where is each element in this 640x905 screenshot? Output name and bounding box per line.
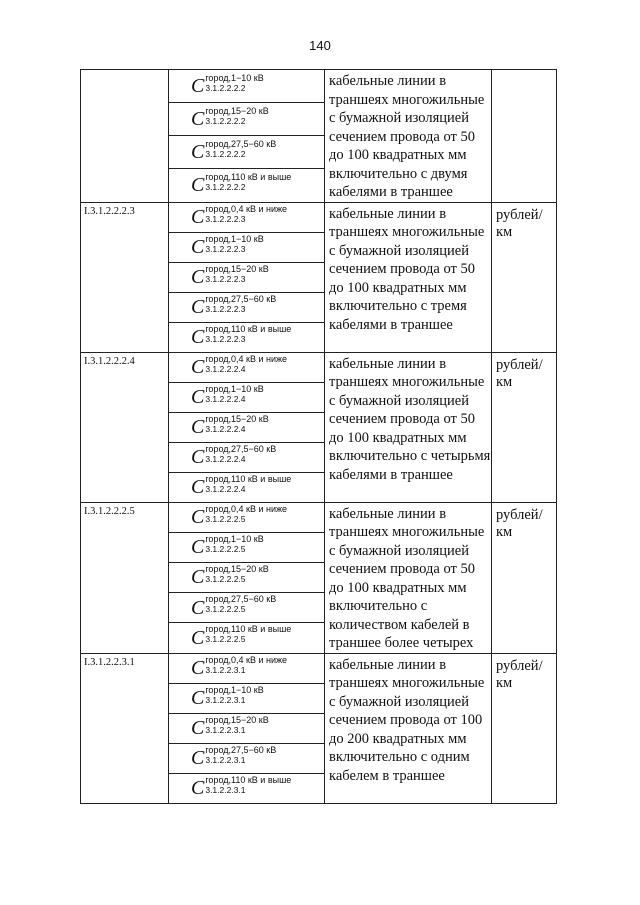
symbol-letter-c: C <box>191 326 205 348</box>
symbol-subscript: 3.1.2.2.3.1 <box>205 754 246 765</box>
symbol-subscript: 3.1.2.2.2.5 <box>205 604 246 615</box>
row-code: I.3.1.2.2.2.4 <box>81 352 169 502</box>
symbol-superscript: город,15−20 кВ <box>205 413 269 424</box>
symbol-superscript: город,0,4 кВ и ниже <box>205 503 288 514</box>
symbol-superscript: город,1−10 кВ <box>205 383 264 394</box>
tariff-table <box>80 69 557 804</box>
symbol-cell <box>169 593 325 623</box>
symbol-scripts <box>205 533 264 554</box>
symbol-subscript: 3.1.2.2.2.4 <box>205 483 246 494</box>
row-unit: рублей/км <box>492 502 557 653</box>
symbol-scripts <box>205 413 269 434</box>
symbol-superscript: город,27,5−60 кВ <box>205 293 277 304</box>
symbol-cell <box>169 292 325 322</box>
symbol-scripts <box>205 171 292 192</box>
symbol-letter-c: C <box>191 108 205 131</box>
symbol-superscript: город,27,5−60 кВ <box>205 138 277 149</box>
symbol-cell <box>169 202 325 232</box>
symbol-superscript: город,27,5−60 кВ <box>205 594 277 605</box>
symbol-formula <box>169 774 324 799</box>
row-description: кабельные линии в траншеях многожильные с бумажной изоляцией сечением провода от 50 до 100 квадратных мм включительно с количеством кабелей в траншее более четырех <box>325 502 492 653</box>
symbol-subscript: 3.1.2.2.2.5 <box>205 634 246 645</box>
symbol-cell <box>169 532 325 562</box>
symbol-superscript: город,15−20 кВ <box>205 563 269 574</box>
symbol-letter-c: C <box>191 506 205 529</box>
symbol-formula <box>169 684 324 709</box>
symbol-cell <box>169 683 325 713</box>
symbol-cell <box>169 232 325 262</box>
table-row <box>81 352 557 382</box>
symbol-superscript: город,110 кВ и выше <box>205 774 292 785</box>
symbol-subscript: 3.1.2.2.2.3 <box>205 273 246 284</box>
symbol-subscript: 3.1.2.2.3.1 <box>205 694 246 705</box>
symbol-formula <box>169 473 324 498</box>
symbol-formula <box>169 263 324 288</box>
symbol-subscript: 3.1.2.2.3.1 <box>205 724 246 735</box>
symbol-letter-c: C <box>191 296 205 318</box>
symbol-formula <box>169 203 324 228</box>
symbol-scripts <box>205 293 277 314</box>
table-row <box>81 653 557 683</box>
symbol-formula <box>169 624 324 649</box>
symbol-subscript: 3.1.2.2.2.4 <box>205 453 246 464</box>
symbol-subscript: 3.1.2.2.2.3 <box>205 213 246 224</box>
symbol-letter-c: C <box>191 174 205 197</box>
symbol-superscript: город,110 кВ и выше <box>205 624 292 635</box>
symbol-cell <box>169 502 325 532</box>
symbol-cell <box>169 169 325 202</box>
symbol-subscript: 3.1.2.2.2.2 <box>205 181 246 192</box>
symbol-scripts <box>205 203 288 224</box>
symbol-letter-c: C <box>191 626 205 649</box>
symbol-cell <box>169 713 325 743</box>
symbol-formula <box>169 503 324 529</box>
symbol-formula <box>169 744 324 769</box>
symbol-scripts <box>205 105 269 126</box>
row-code: I.3.1.2.2.2.5 <box>81 502 169 653</box>
symbol-superscript: город,15−20 кВ <box>205 714 269 725</box>
row-unit: рублей/км <box>492 653 557 803</box>
symbol-letter-c: C <box>191 356 205 378</box>
symbol-superscript: город,27,5−60 кВ <box>205 443 277 454</box>
symbol-scripts <box>205 233 264 254</box>
row-unit: рублей/км <box>492 352 557 502</box>
symbol-subscript: 3.1.2.2.2.2 <box>205 82 246 93</box>
table-row <box>81 502 557 532</box>
symbol-formula <box>169 714 324 739</box>
symbol-cell <box>169 743 325 773</box>
row-code: I.3.1.2.2.3.1 <box>81 653 169 803</box>
row-description: кабельные линии в траншеях многожильные с бумажной изоляцией сечением провода от 50 до 100 квадратных мм включительно с тремя кабелями в траншее <box>325 202 492 352</box>
symbol-cell <box>169 442 325 472</box>
symbol-cell <box>169 262 325 292</box>
symbol-scripts <box>205 503 288 524</box>
table-row <box>81 70 557 103</box>
symbol-cell <box>169 136 325 169</box>
symbol-cell <box>169 773 325 803</box>
row-unit <box>492 70 557 203</box>
symbol-scripts <box>205 774 292 795</box>
row-description: кабельные линии в траншеях многожильные с бумажной изоляцией сечением провода от 100 до 200 квадратных мм включительно с одним кабелем в траншее <box>325 653 492 803</box>
symbol-letter-c: C <box>191 75 205 98</box>
symbol-scripts <box>205 563 269 584</box>
row-description: кабельные линии в траншеях многожильные с бумажной изоляцией сечением провода от 50 до 100 квадратных мм включительно с двумя кабелями в траншее <box>325 70 492 203</box>
symbol-cell <box>169 653 325 683</box>
symbol-cell <box>169 70 325 103</box>
symbol-superscript: город,1−10 кВ <box>205 233 264 244</box>
symbol-formula <box>169 323 324 348</box>
table-row <box>81 202 557 232</box>
symbol-formula <box>169 443 324 468</box>
symbol-subscript: 3.1.2.2.2.5 <box>205 543 246 554</box>
symbol-superscript: город,110 кВ и выше <box>205 473 292 484</box>
symbol-letter-c: C <box>191 596 205 619</box>
symbol-cell <box>169 412 325 442</box>
symbol-letter-c: C <box>191 536 205 559</box>
row-unit: рублей/км <box>492 202 557 352</box>
symbol-formula <box>169 413 324 438</box>
symbol-subscript: 3.1.2.2.3.1 <box>205 784 246 795</box>
symbol-letter-c: C <box>191 266 205 288</box>
symbol-cell <box>169 472 325 502</box>
symbol-scripts <box>205 323 292 344</box>
symbol-formula <box>169 105 324 131</box>
symbol-formula <box>169 353 324 378</box>
symbol-formula <box>169 533 324 559</box>
symbol-subscript: 3.1.2.2.2.4 <box>205 423 246 434</box>
symbol-superscript: город,0,4 кВ и ниже <box>205 353 288 364</box>
symbol-letter-c: C <box>191 236 205 258</box>
symbol-scripts <box>205 138 277 159</box>
symbol-letter-c: C <box>191 206 205 228</box>
symbol-cell <box>169 623 325 653</box>
symbol-scripts <box>205 72 264 93</box>
row-code <box>81 70 169 203</box>
symbol-letter-c: C <box>191 141 205 164</box>
symbol-subscript: 3.1.2.2.2.5 <box>205 573 246 584</box>
symbol-letter-c: C <box>191 657 205 679</box>
symbol-formula <box>169 138 324 164</box>
symbol-scripts <box>205 383 264 404</box>
symbol-scripts <box>205 744 277 765</box>
symbol-letter-c: C <box>191 446 205 468</box>
symbol-cell <box>169 562 325 592</box>
symbol-cell <box>169 352 325 382</box>
symbol-letter-c: C <box>191 687 205 709</box>
symbol-subscript: 3.1.2.2.2.4 <box>205 363 246 374</box>
symbol-letter-c: C <box>191 476 205 498</box>
row-code: I.3.1.2.2.2.3 <box>81 202 169 352</box>
symbol-subscript: 3.1.2.2.2.4 <box>205 393 246 404</box>
symbol-superscript: город,0,4 кВ и ниже <box>205 654 288 665</box>
symbol-subscript: 3.1.2.2.2.2 <box>205 148 246 159</box>
symbol-scripts <box>205 263 269 284</box>
symbol-cell <box>169 103 325 136</box>
symbol-subscript: 3.1.2.2.2.3 <box>205 303 246 314</box>
symbol-scripts <box>205 624 292 645</box>
symbol-superscript: город,1−10 кВ <box>205 72 264 83</box>
symbol-scripts <box>205 654 288 675</box>
symbol-subscript: 3.1.2.2.2.2 <box>205 115 246 126</box>
symbol-cell <box>169 382 325 412</box>
symbol-superscript: город,15−20 кВ <box>205 105 269 116</box>
symbol-superscript: город,15−20 кВ <box>205 263 269 274</box>
row-description: кабельные линии в траншеях многожильные с бумажной изоляцией сечением провода от 50 до 100 квадратных мм включительно с четырьмя кабелями в траншее <box>325 352 492 502</box>
symbol-formula <box>169 594 324 619</box>
symbol-formula <box>169 171 324 197</box>
page-number: 140 <box>309 38 331 53</box>
symbol-superscript: город,110 кВ и выше <box>205 323 292 334</box>
symbol-letter-c: C <box>191 566 205 589</box>
symbol-superscript: город,1−10 кВ <box>205 684 264 695</box>
symbol-superscript: город,0,4 кВ и ниже <box>205 203 288 214</box>
symbol-letter-c: C <box>191 416 205 438</box>
symbol-letter-c: C <box>191 717 205 739</box>
symbol-scripts <box>205 684 264 705</box>
symbol-subscript: 3.1.2.2.2.5 <box>205 513 246 524</box>
symbol-formula <box>169 233 324 258</box>
symbol-letter-c: C <box>191 386 205 408</box>
symbol-formula <box>169 563 324 589</box>
symbol-formula <box>169 72 324 98</box>
symbol-formula <box>169 383 324 408</box>
symbol-formula <box>169 293 324 318</box>
symbol-scripts <box>205 473 292 494</box>
symbol-superscript: город,27,5−60 кВ <box>205 744 277 755</box>
symbol-subscript: 3.1.2.2.3.1 <box>205 664 246 675</box>
symbol-scripts <box>205 594 277 615</box>
symbol-letter-c: C <box>191 777 205 799</box>
symbol-superscript: город,1−10 кВ <box>205 533 264 544</box>
symbol-cell <box>169 322 325 352</box>
symbol-scripts <box>205 714 269 735</box>
symbol-scripts <box>205 353 288 374</box>
symbol-subscript: 3.1.2.2.2.3 <box>205 333 246 344</box>
symbol-formula <box>169 654 324 679</box>
symbol-scripts <box>205 443 277 464</box>
symbol-letter-c: C <box>191 747 205 769</box>
symbol-subscript: 3.1.2.2.2.3 <box>205 243 246 254</box>
symbol-superscript: город,110 кВ и выше <box>205 171 292 182</box>
